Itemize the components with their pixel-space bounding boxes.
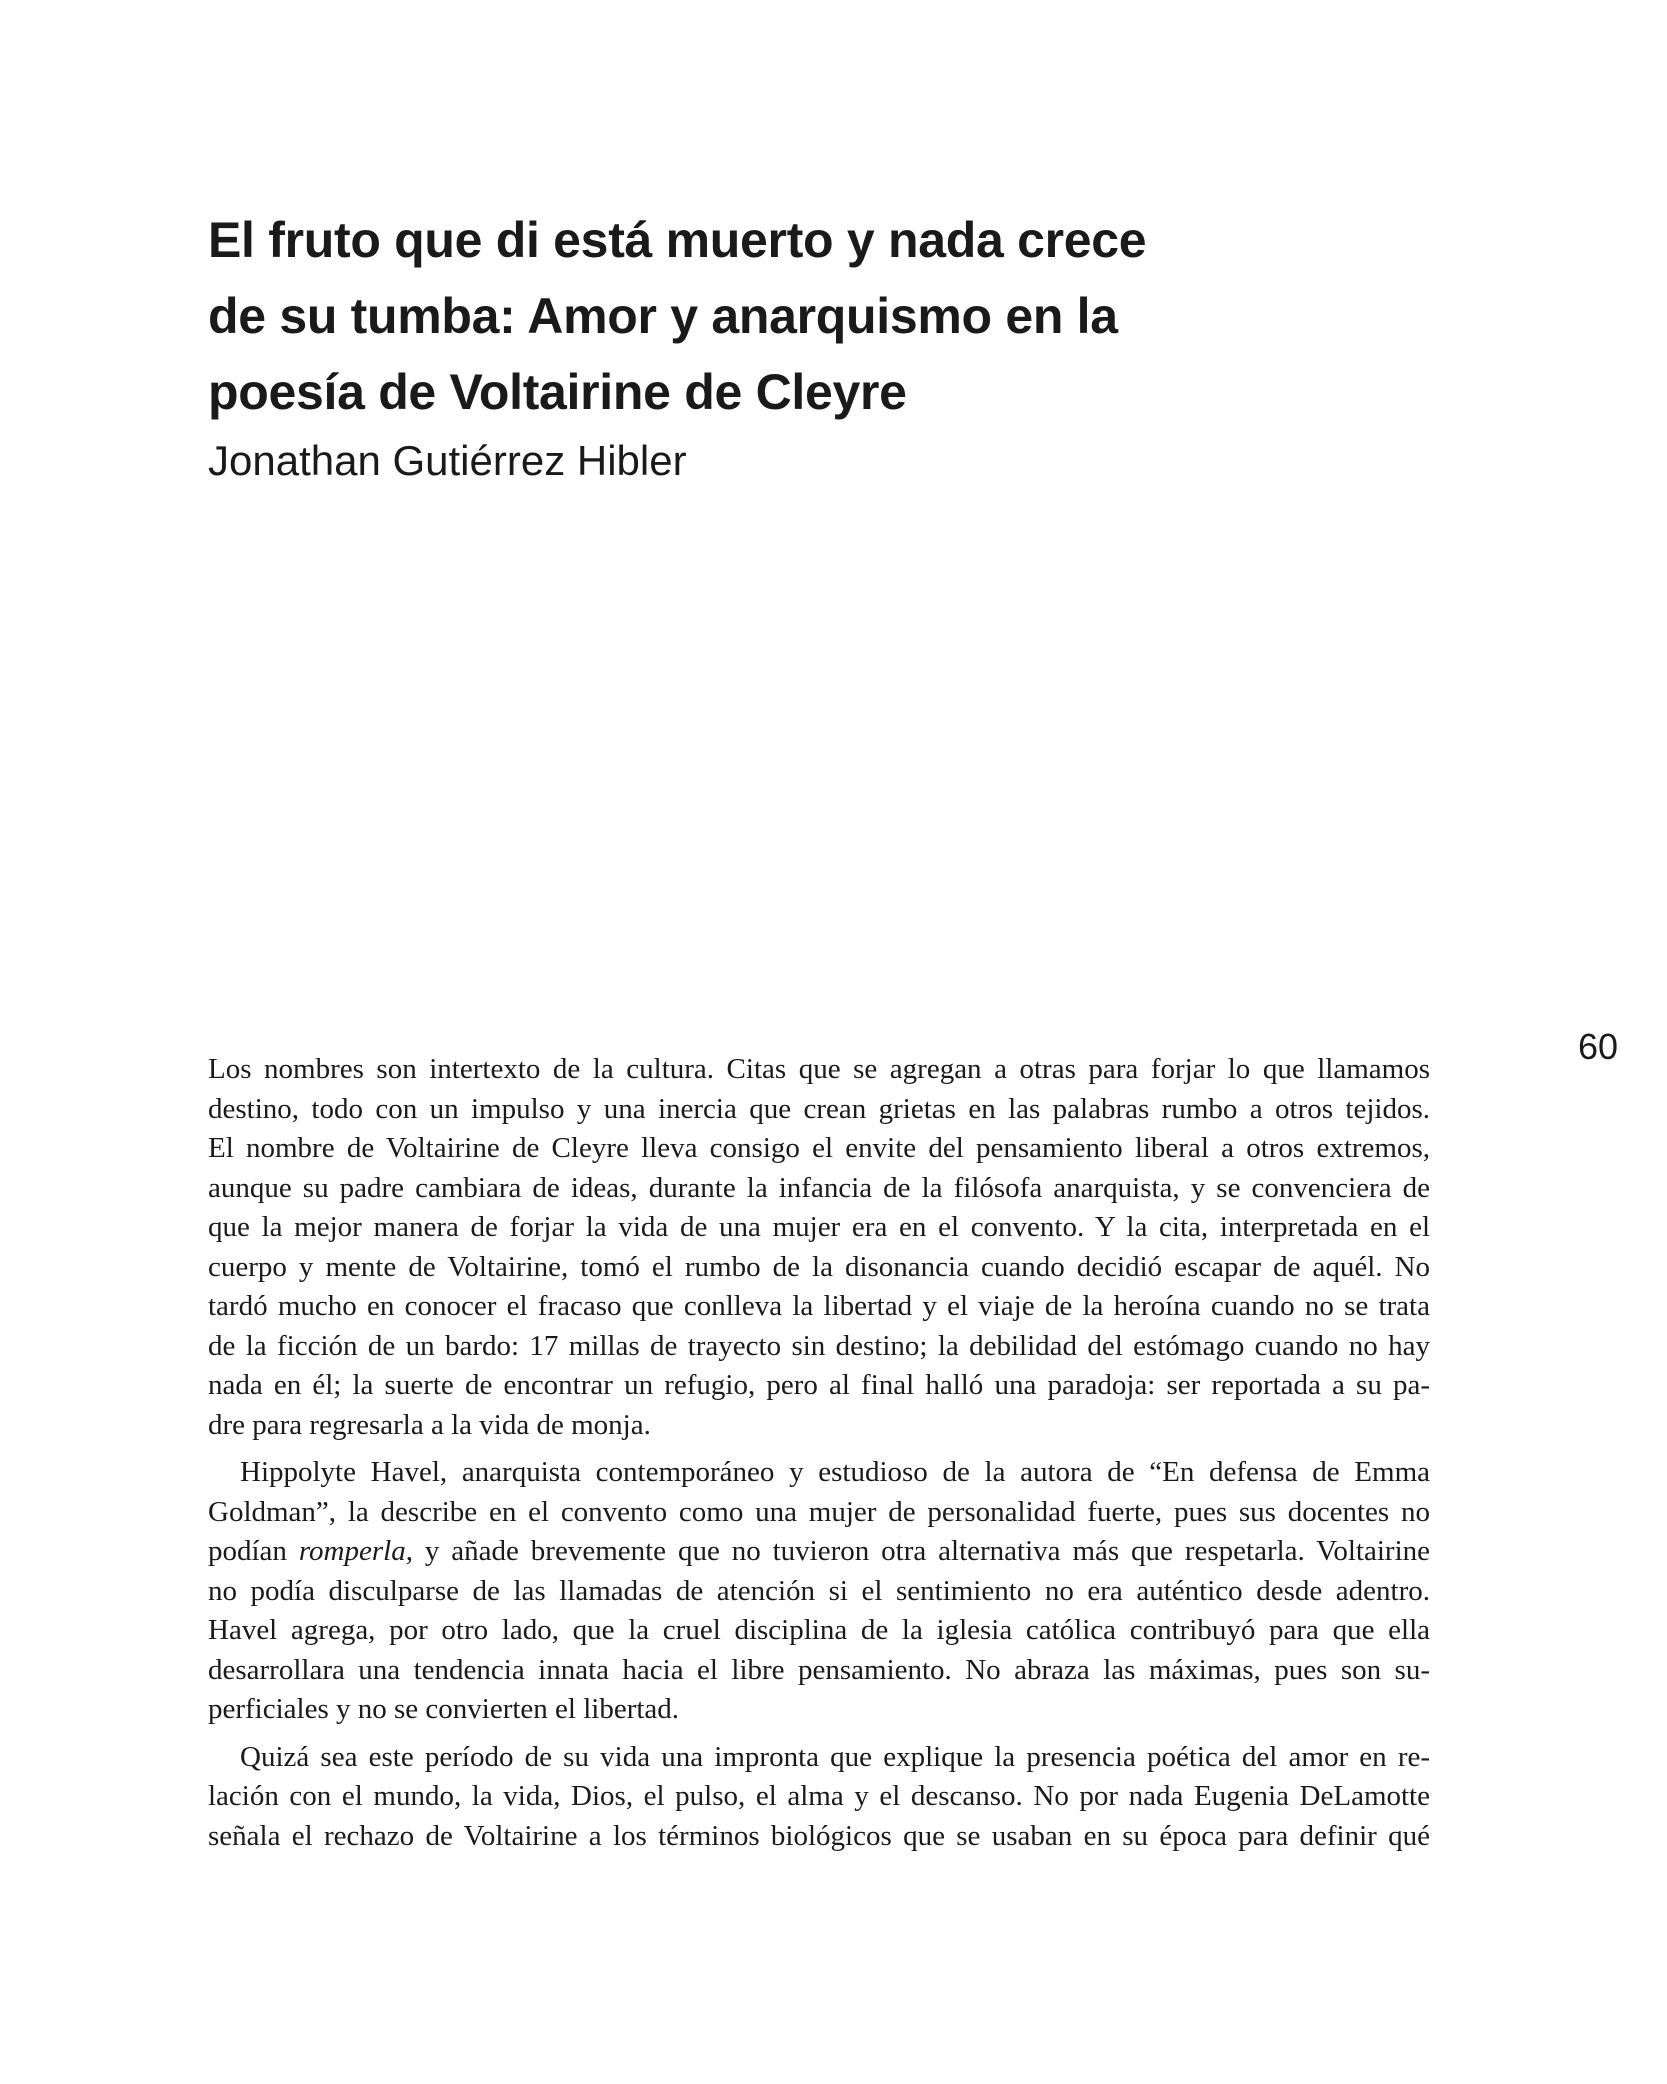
text-line: tardó mucho en conocer el fracaso que conlleva la libertad y el viaje de la heroína cuando no se trata: [208, 1290, 1430, 1322]
page-number: 60: [1578, 1026, 1619, 1067]
text-line: señala el rechazo de Voltairine a los términos biológicos que se usaban en su época para definir qué: [208, 1819, 1430, 1852]
text-line: Havel agrega, por otro lado, que la cruel disciplina de la iglesia católica contribuyó para que ella: [208, 1614, 1430, 1646]
text-line: [208, 1532, 1430, 1572]
text-line: lación con el mundo, la vida, Dios, el pulso, el alma y el descanso. No por nada Eugenia DeLamotte: [208, 1780, 1430, 1812]
author-name: Jonathan Gutiérrez Hibler: [208, 437, 687, 484]
text-line: Quizá sea este período de su vida una impronta que explique la presencia poética del amor en re-: [240, 1740, 1430, 1773]
emphasized-word: romperla: [298, 1535, 406, 1567]
text-line: destino, todo con un impulso y una inercia que crean grietas en las palabras rumbo a otros tejidos.: [208, 1092, 1430, 1125]
text-line: desarrollara una tendencia innata hacia el libre pensamiento. No abraza las máximas, pues son su-: [208, 1653, 1430, 1686]
text-line: Hippolyte Havel, anarquista contemporáneo y estudioso de la autora de “En defensa de Emma: [240, 1456, 1430, 1488]
title-line: de su tumba: Amor y anarquismo en la: [208, 288, 1118, 344]
text-line: Los nombres son intertexto de la cultura. Citas que se agregan a otras para forjar lo que llamamos: [208, 1053, 1430, 1085]
title-line: poesía de Voltairine de Cleyre: [208, 364, 907, 420]
text-line: dre para regresarla a la vida de monja.: [208, 1408, 651, 1441]
text-line: de la ficción de un bardo: 17 millas de trayecto sin destino; la debilidad del estómago cuando no hay: [208, 1329, 1430, 1362]
paragraph-2: [208, 1453, 1430, 1730]
text-line: Goldman”, la describe en el convento como una mujer de personalidad fuerte, pues sus docentes no: [208, 1495, 1430, 1528]
text-line: El nombre de Voltairine de Cleyre lleva consigo el envite del pensamiento liberal a otros extremos,: [208, 1132, 1430, 1164]
text-line: no podía disculparse de las llamadas de atención si el sentimiento no era auténtico desde adentro.: [208, 1574, 1430, 1607]
article-body: [208, 1050, 1430, 1856]
text-segment: podían: [208, 1535, 299, 1567]
text-line: perficiales y no se convierten el libertad.: [208, 1693, 680, 1725]
text-line: aunque su padre cambiara de ideas, durante la infancia de la filósofa anarquista, y se convenciera de: [208, 1171, 1430, 1204]
text-segment: , y añade brevemente que no tuvieron otra alternativa más que respetarla. Voltairine: [405, 1535, 1430, 1567]
text-line: nada en él; la suerte de encontrar un refugio, pero al final halló una paradoja: ser reportada a su pa-: [208, 1369, 1430, 1401]
paragraph-3: [208, 1738, 1430, 1857]
text-line: que la mejor manera de forjar la vida de una mujer era en el convento. Y la cita, interpretada en el: [208, 1211, 1430, 1243]
paragraph-1: [208, 1050, 1430, 1445]
title-line: El fruto que di está muerto y nada crece: [208, 212, 1147, 268]
text-line: cuerpo y mente de Voltairine, tomó el rumbo de la disonancia cuando decidió escapar de aquél. No: [208, 1250, 1430, 1283]
article-title: [208, 202, 1358, 430]
